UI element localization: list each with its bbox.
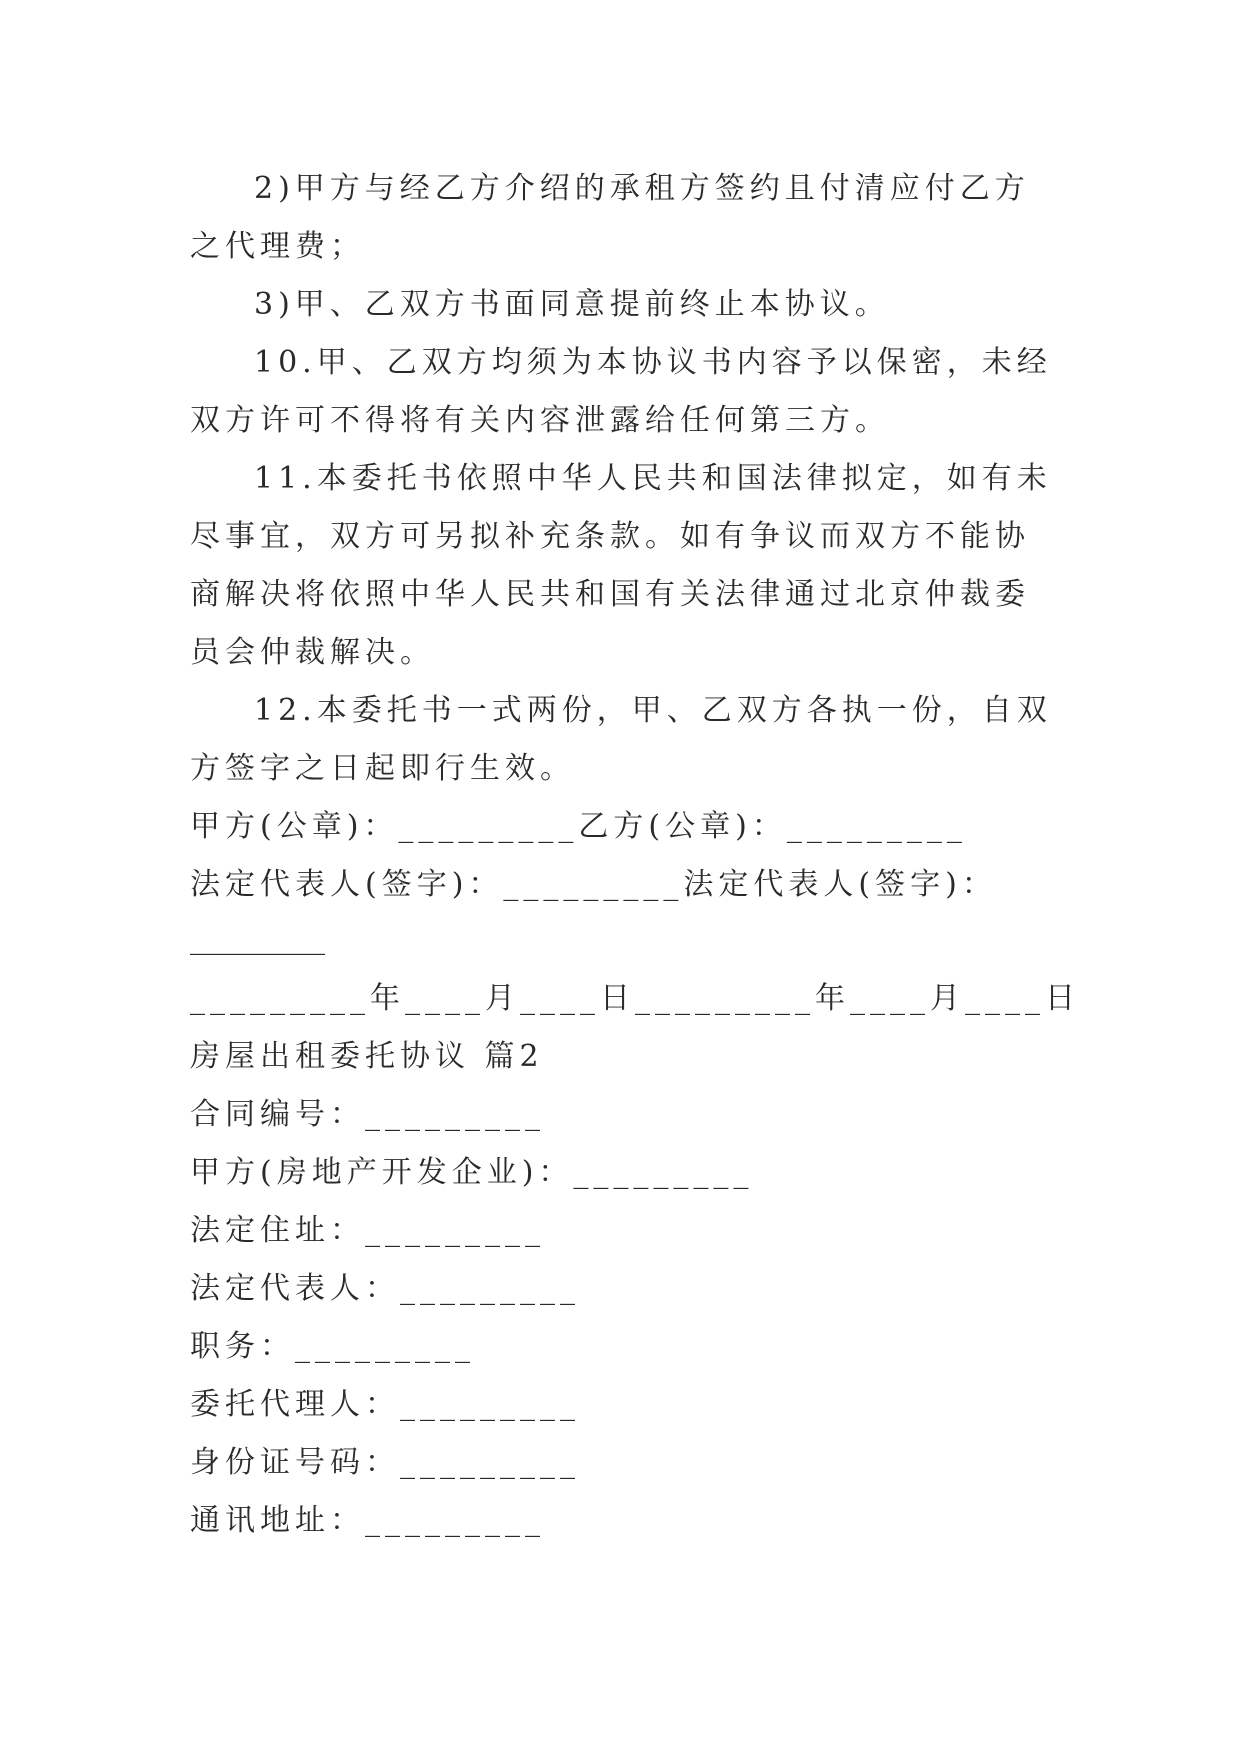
date-line: _________年____月____日_________年____月____日 (190, 981, 1080, 1016)
clause-termination-2: 2)甲方与经乙方介绍的承租方签约且付清应付乙方之代理费； (190, 171, 1030, 264)
field-legal-address: 法定住址：_________ (190, 1213, 545, 1248)
clause-12-copies: 12.本委托书一式两份，甲、乙双方各执一份，自双方签字之日起即行生效。 (190, 693, 1052, 786)
field-id-number: 身份证号码：_________ (190, 1445, 580, 1480)
field-contract-number: 合同编号：_________ (190, 1097, 545, 1132)
section2-title: 房屋出租委托协议 篇2 (190, 1039, 544, 1074)
field-legal-representative: 法定代表人：_________ (190, 1271, 580, 1306)
clause-11-governing-law: 11.本委托书依照中华人民共和国法律拟定，如有未尽事宜，双方可另拟补充条款。如有争议而双方不能协商解决将依照中华人民共和国有关法律通过北京仲裁委员会仲裁解决。 (190, 461, 1052, 670)
field-party-a: 甲方(房地产开发企业)：_________ (190, 1155, 754, 1190)
clause-10-confidentiality: 10.甲、乙双方均须为本协议书内容予以保密，未经双方许可不得将有关内容泄露给任何第三方。 (190, 345, 1052, 438)
clause-termination-3: 3)甲、乙双方书面同意提前终止本协议。 (254, 287, 890, 322)
field-mailing-address: 通讯地址：_________ (190, 1503, 545, 1538)
field-authorized-agent: 委托代理人：_________ (190, 1387, 580, 1422)
document-body (190, 160, 1080, 1550)
representative-signature-line: 法定代表人(签字)：_________法定代表人(签字)： (190, 867, 997, 902)
representative-signature-blank: _________ (190, 921, 325, 956)
seal-line: 甲方(公章)：_________乙方(公章)：_________ (190, 809, 967, 844)
field-position: 职务：_________ (190, 1329, 475, 1364)
